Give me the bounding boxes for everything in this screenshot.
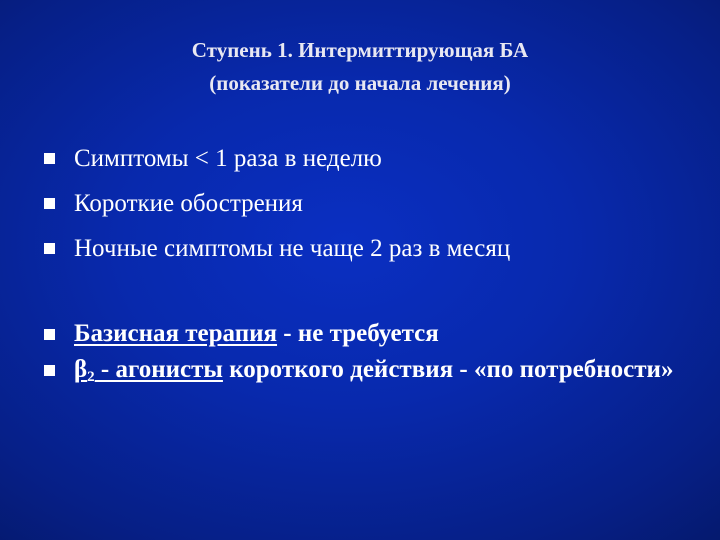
square-bullet-icon xyxy=(44,329,55,340)
therapy-list xyxy=(44,316,694,395)
symptom-text: Короткие обострения xyxy=(74,190,303,217)
agonist-label-text: - агонисты xyxy=(94,356,223,383)
slide-title xyxy=(60,34,660,100)
slide-title-line-2: (показатели до начала лечения) xyxy=(209,71,511,95)
square-bullet-icon xyxy=(44,243,55,254)
symptom-text: Симптомы < 1 раза в неделю xyxy=(74,145,382,172)
square-bullet-icon xyxy=(44,365,55,376)
beta-symbol: β xyxy=(74,356,88,383)
square-bullet-icon xyxy=(44,153,55,164)
list-item-basic-therapy xyxy=(44,316,694,352)
beta-subscript: 2 xyxy=(87,369,95,385)
square-bullet-icon xyxy=(44,198,55,209)
list-item xyxy=(44,136,694,181)
agonist-text: короткого действия - «по потребности» xyxy=(222,356,674,383)
basic-therapy-text: - не требуется xyxy=(277,320,439,347)
list-item xyxy=(44,181,694,226)
symptom-text: Ночные симптомы не чаще 2 раз в месяц xyxy=(74,235,511,262)
slide-title-line-1: Ступень 1. Интермиттирующая БА xyxy=(191,38,529,62)
agonist-label xyxy=(74,356,223,383)
list-item xyxy=(44,226,694,271)
symptom-list xyxy=(44,136,694,271)
list-item-agonists xyxy=(44,352,694,395)
basic-therapy-label: Базисная терапия xyxy=(74,320,278,347)
